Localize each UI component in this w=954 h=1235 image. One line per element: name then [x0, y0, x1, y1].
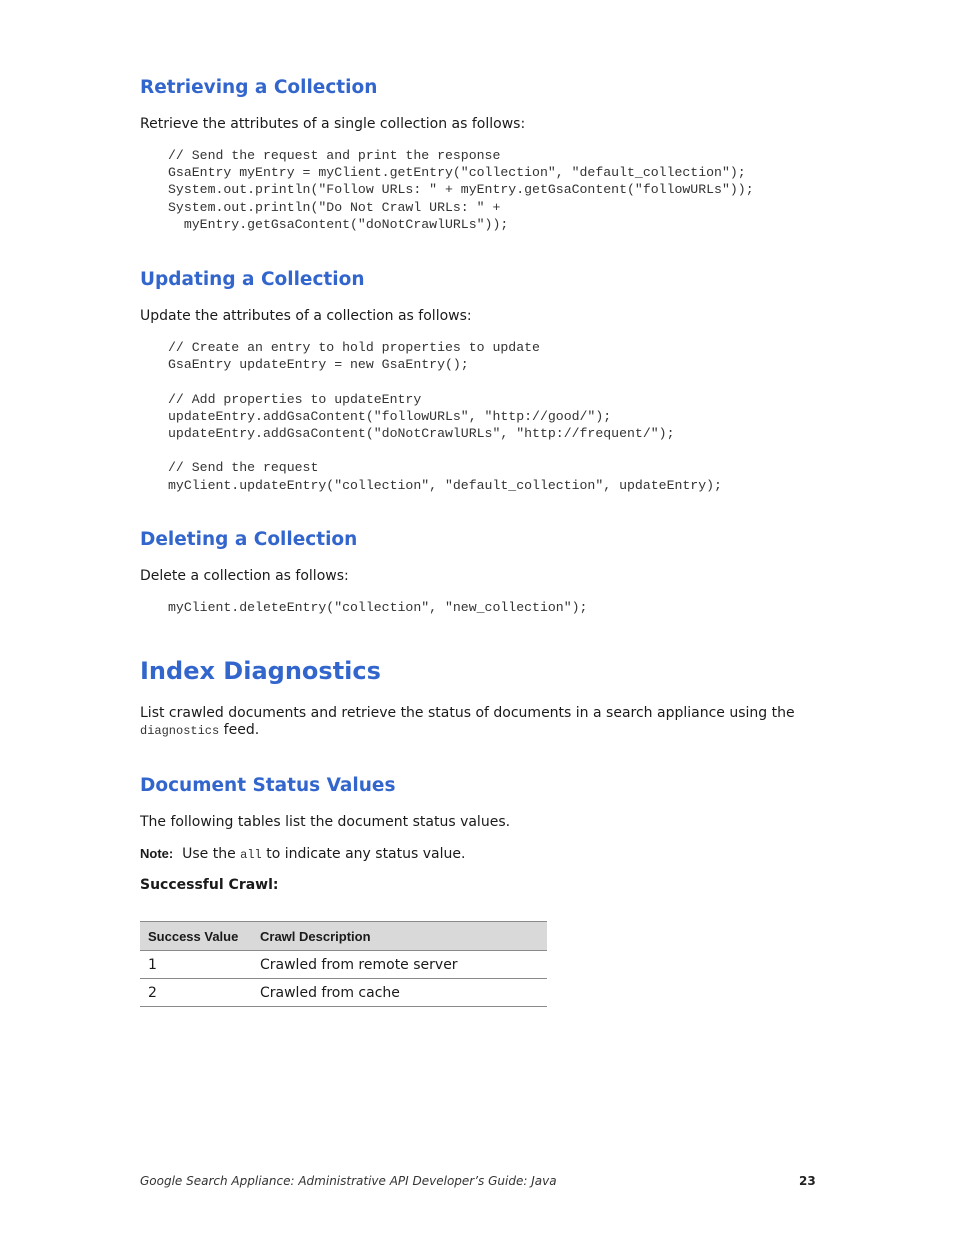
note — [140, 845, 465, 864]
column-header-crawl-description: Crawl Description — [252, 922, 547, 951]
code-block-deleting: myClient.deleteEntry("collection", "new_collection"); — [168, 600, 588, 615]
table-row — [140, 951, 547, 979]
cell-crawl-description: Crawled from remote server — [252, 951, 547, 979]
all-code: all — [240, 848, 262, 862]
deleting-intro: Delete a collection as follows: — [140, 568, 349, 584]
chapter-heading-index-diagnostics: Index Diagnostics — [140, 657, 381, 685]
note-pre: Use the — [182, 846, 241, 862]
table-row — [140, 979, 547, 1007]
note-label: Note: — [140, 846, 174, 861]
column-header-success-value: Success Value — [140, 922, 252, 951]
document-status-intro: The following tables list the document status values. — [140, 814, 511, 830]
code-block-retrieving: // Send the request and print the response GsaEntry myEntry = myClient.getEntry("collection", "default_collection"); System.out.println("Follow URLs: " + myEntry.getGsaContent("followURLs")); System.out.println("Do Not Crawl URLs: " + myEntry.getGsaContent("doNotCrawlURLs")); — [168, 148, 754, 232]
status-table — [140, 921, 547, 1007]
index-diagnostics-intro-line2 — [140, 722, 259, 740]
note-post: to indicate any status value. — [261, 846, 466, 862]
cell-crawl-description: Crawled from cache — [252, 979, 547, 1007]
footer-title: Google Search Appliance: Administrative API Developer’s Guide: Java — [140, 1174, 557, 1188]
cell-success-value: 1 — [140, 951, 252, 979]
updating-intro: Update the attributes of a collection as follows: — [140, 308, 472, 324]
diagnostics-code: diagnostics — [140, 724, 220, 738]
section-heading-updating: Updating a Collection — [140, 269, 365, 290]
intro-tail: feed. — [219, 722, 260, 738]
section-heading-deleting: Deleting a Collection — [140, 529, 358, 550]
page-number: 23 — [799, 1174, 816, 1188]
index-diagnostics-intro: List crawled documents and retrieve the status of documents in a search appliance using the — [140, 705, 795, 721]
cell-success-value: 2 — [140, 979, 252, 1007]
section-heading-document-status: Document Status Values — [140, 775, 396, 796]
table-header-row — [140, 922, 547, 951]
section-heading-retrieving: Retrieving a Collection — [140, 77, 378, 98]
successful-crawl-heading: Successful Crawl: — [140, 877, 279, 893]
code-block-updating: // Create an entry to hold properties to update GsaEntry updateEntry = new GsaEntry(); // Add properties to updateEntry updateEntry.addGsaContent("followURLs", "http://good/"); updateEntry.addGsaContent("doNotCrawlURLs", "http://frequent/"); // Send the request myClient.updateEntry("collection", "default_collection", updateEntry); — [168, 340, 722, 493]
retrieving-intro: Retrieve the attributes of a single collection as follows: — [140, 116, 526, 132]
